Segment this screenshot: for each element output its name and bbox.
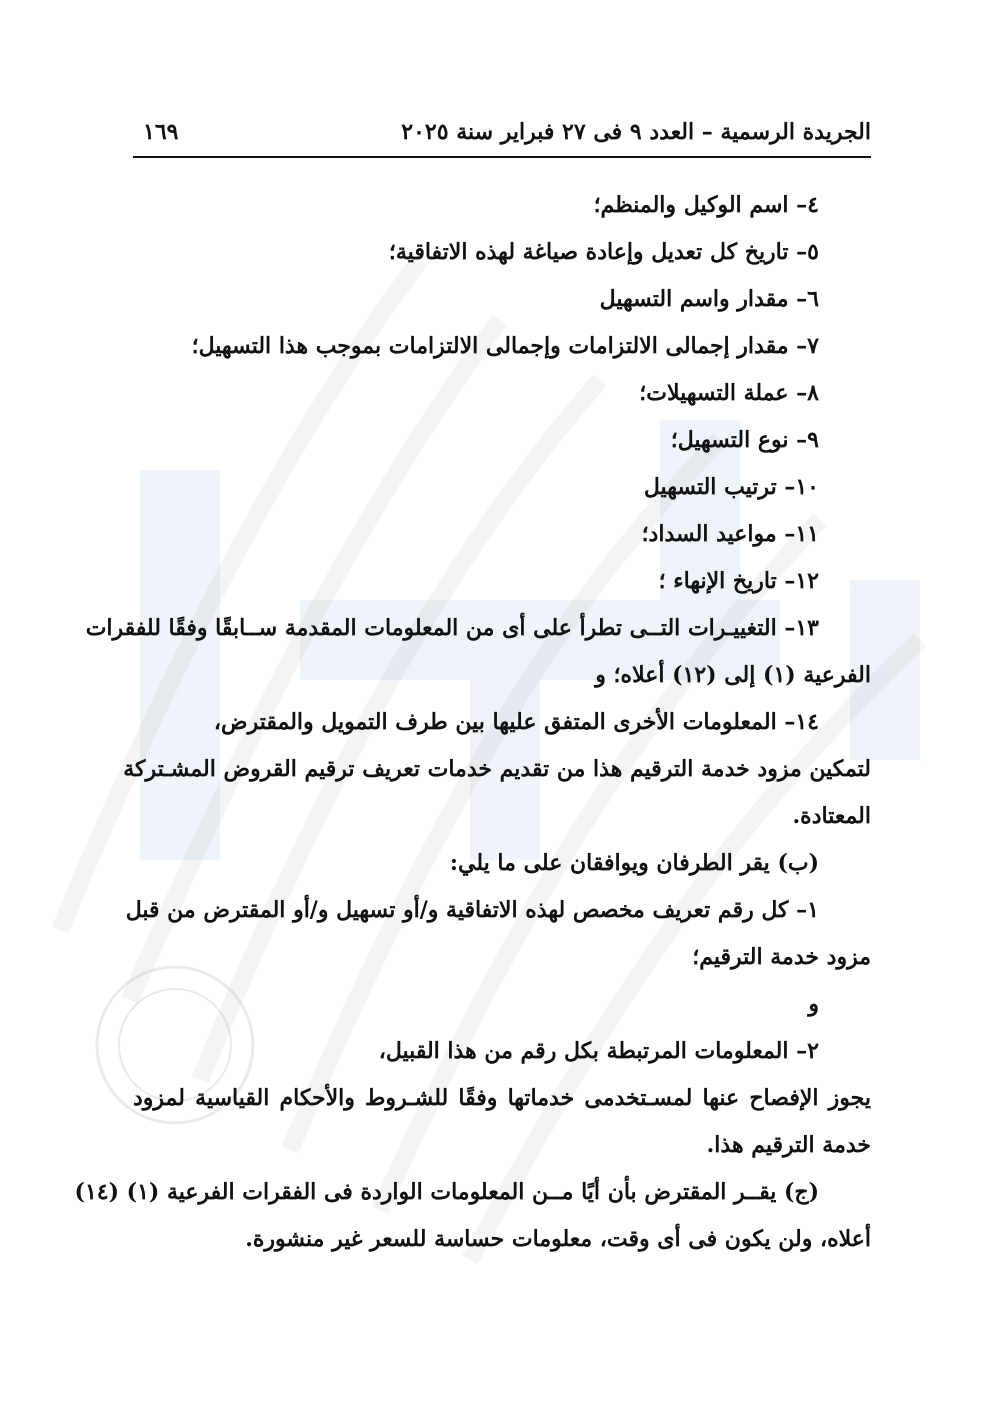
- page-number: ١٦٩: [143, 119, 179, 145]
- list-item-continuation: الفرعية (١) إلى (١٢) أعلاه؛ و: [595, 662, 871, 688]
- clause-heading: (ب) يقر الطرفان ويوافقان على ما يلي:: [449, 850, 819, 876]
- list-item: ٨– عملة التسهيلات؛: [639, 380, 819, 406]
- list-item-continuation: مزود خدمة الترقيم؛: [692, 944, 871, 970]
- paragraph-line: خدمة الترقيم هذا.: [706, 1132, 871, 1158]
- list-item: ٩– نوع التسهيل؛: [670, 427, 819, 453]
- clause-heading: (ج) يقــر المقترض بأن أيًا مــن المعلومات الواردة فى الفقرات الفرعية (١) (١٤): [74, 1179, 819, 1205]
- header-divider: [133, 156, 871, 158]
- list-item: ٦– مقدار واسم التسهيل: [599, 286, 819, 312]
- list-item: ٥– تاريخ كل تعديل وإعادة صياغة لهذه الاتفاقية؛: [388, 239, 819, 265]
- paragraph-line: لتمكين مزود خدمة الترقيم هذا من تقديم خدمات تعريف ترقيم القروض المشـتركة: [123, 756, 871, 782]
- list-item: ٤– اسم الوكيل والمنظم؛: [593, 192, 819, 218]
- page-body: [74, 182, 871, 1263]
- list-item: ١٢– تاريخ الإنهاء ؛: [658, 568, 819, 594]
- list-item: ١٤– المعلومات الأخرى المتفق عليها بين طرف التمويل والمقترض،: [213, 709, 819, 735]
- list-item: ١١– مواعيد السداد؛: [641, 521, 819, 547]
- list-item: ٧– مقدار إجمالى الالتزامات وإجمالى الالتزامات بموجب هذا التسهيل؛: [191, 333, 819, 359]
- page-header: [133, 112, 871, 152]
- paragraph-line: المعتادة.: [792, 803, 871, 829]
- list-item: ١٠– ترتيب التسهيل: [643, 474, 819, 500]
- list-item: ١٣– التغييـرات التــى تطرأ على أى من المعلومات المقدمة ســابقًا وفقًا للفقرات: [85, 615, 819, 641]
- header-title: الجريدة الرسمية – العدد ٩ فى ٢٧ فبراير سنة ٢٠٢٥: [401, 119, 871, 145]
- paragraph-line: أعلاه، ولن يكون فى أى وقت، معلومات حساسة للسعر غير منشورة.: [245, 1226, 871, 1252]
- list-item: ١– كل رقم تعريف مخصص لهذه الاتفاقية و/أو تسهيل و/أو المقترض من قبل: [125, 897, 819, 923]
- list-item: ٢– المعلومات المرتبطة بكل رقم من هذا القبيل،: [378, 1038, 819, 1064]
- conjunction: و: [808, 991, 819, 1017]
- paragraph-line: يجوز الإفصاح عنها لمسـتخدمى خدماتها وفقًا للشـروط والأحكام القياسية لمزود: [133, 1085, 871, 1111]
